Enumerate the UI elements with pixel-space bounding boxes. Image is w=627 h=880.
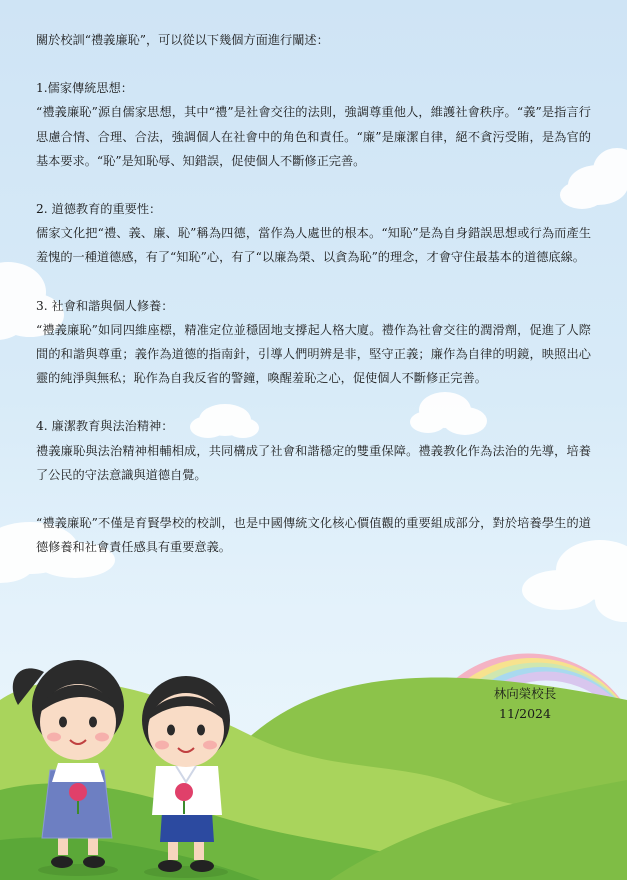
section-body: 禮義廉恥與法治精神相輔相成，共同構成了社會和諧穩定的雙重保障。禮義教化作為法治的先導，培養了公民的守法意識與道德自覺。 — [36, 443, 591, 482]
section-heading: 1.儒家傳統思想： — [36, 81, 133, 96]
signature-block — [470, 684, 580, 724]
letter-body — [36, 28, 591, 559]
section-heading: 4. 廉潔教育與法治精神： — [36, 419, 174, 434]
section-heading: 2. 道德教育的重要性： — [36, 202, 162, 217]
section-body: “禮義廉恥”源自儒家思想，其中“禮”是社會交往的法則，強調尊重他人，維護社會秩序。“義”是指言行思慮合情、合理、合法，強調個人在社會中的角色和責任。“廉”是廉潔自律，絕不貪污受賄，是為官的基本要求。“恥”是知恥辱、知錯誤，促使個人不斷修正完善。 — [36, 105, 591, 168]
conclusion: “禮義廉恥”不僅是育賢學校的校訓，也是中國傳統文化核心價值觀的重要組成部分，對於培養學生的道德修養和社會責任感具有重要意義。 — [36, 516, 591, 555]
principal-name: 林向榮校長 — [493, 686, 557, 701]
intro-line: 關於校訓“禮義廉恥”，可以從以下幾個方面進行闡述： — [36, 33, 329, 47]
section-heading: 3. 社會和諧與個人修養： — [36, 298, 174, 313]
section-body: 儒家文化把“禮、義、廉、恥”稱為四德，當作為人處世的根本。“知恥”是為自身錯誤思想或行為而產生羞愧的一種道德感，有了“知恥”心，有了“以廉為榮、以貪為恥”的理念，才會守住最基本的道德底線。 — [36, 226, 591, 265]
section-body: “禮義廉恥”如同四維座標，精准定位並穩固地支撐起人格大廈。禮作為社會交往的潤滑劑，促進了人際間的和諧與尊重；義作為道德的指南針，引導人們明辨是非，堅守正義；廉作為自律的明鏡，映照出心靈的純淨與無私；恥作為自我反省的警鐘，喚醒羞恥之心，促使個人不斷修正完善。 — [36, 322, 591, 386]
signature-date: 11/2024 — [499, 706, 551, 721]
